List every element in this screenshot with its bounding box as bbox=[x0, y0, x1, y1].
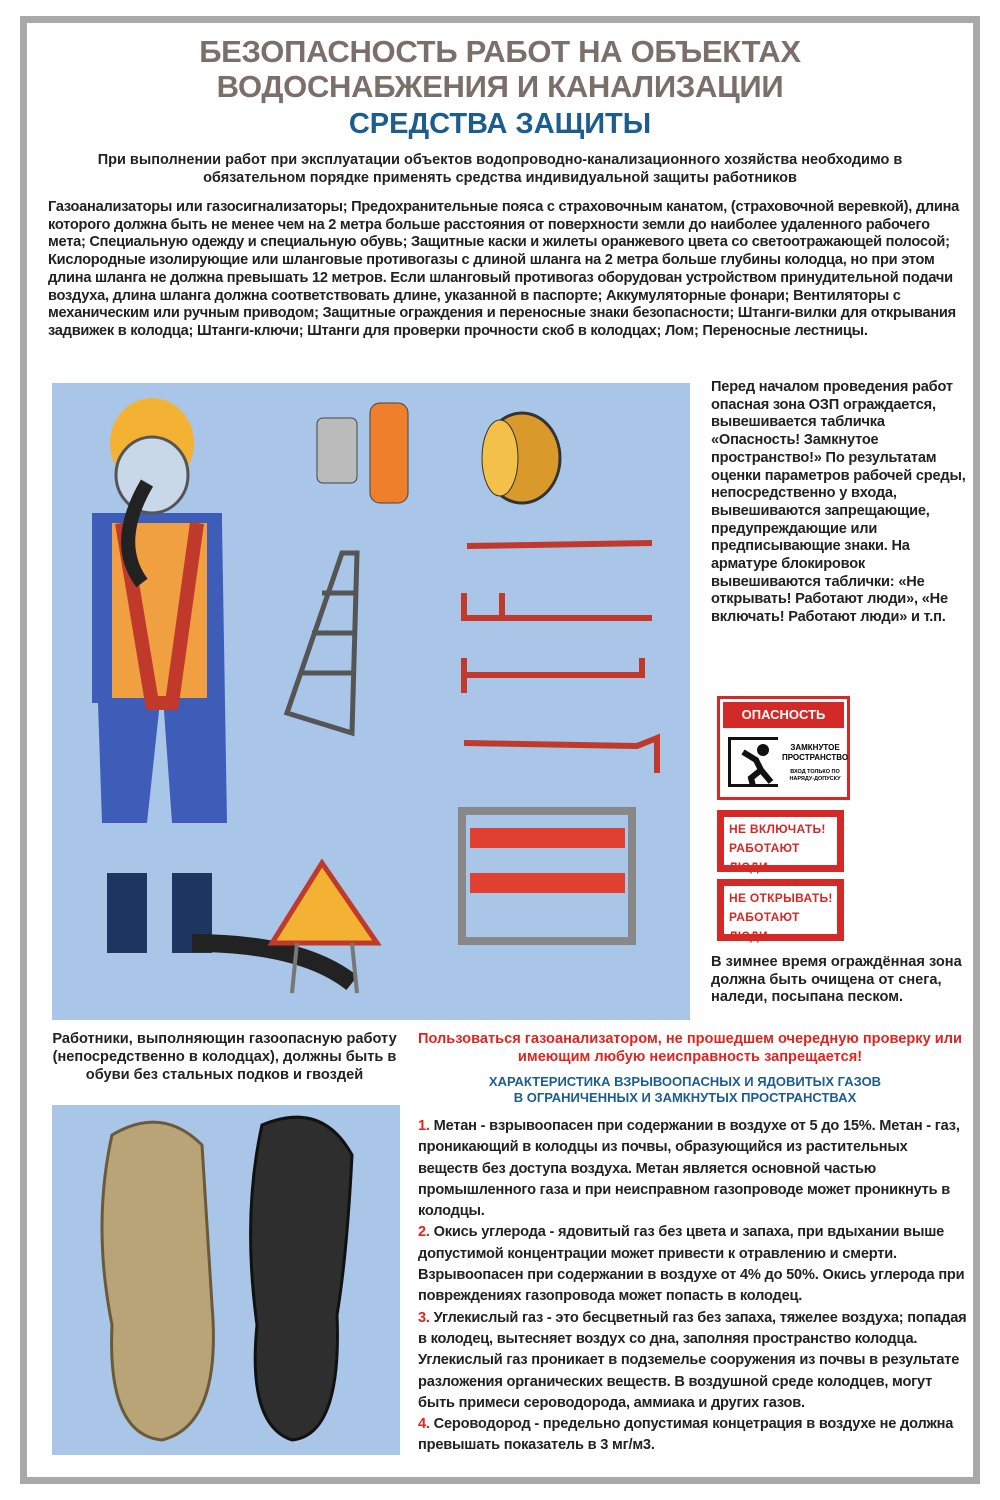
barrier-icon bbox=[462, 811, 632, 941]
gas-analyzer-icon bbox=[317, 403, 408, 503]
gas-item: 2. Окись углерода - ядовитый газ без цвета и запаха, при вдыхании выше допустимой концентрации может привести к отравлению и смерти. Взрывоопасен при содержании в воздухе от 4% до 50%. Окись углерода при повреждениях газопровода может попасть в колодец. bbox=[418, 1224, 965, 1305]
tan-sole-icon bbox=[102, 1122, 213, 1440]
title-line-2: ВОДОСНАБЖЕНИЯ И КАНАЛИЗАЦИИ bbox=[216, 69, 784, 104]
gas-item: 1. Метан - взрывоопасен при содержании в воздухе от 5 до 15%. Метан - газ, проникающий в колодцы из почвы, образующийся из растительных веществ без доступа воздуха. Метан является основной частью промышленного газа и при неисправном газопроводе может проникнуть в колодцы. bbox=[418, 1118, 960, 1220]
boot-soles-illustration bbox=[52, 1105, 400, 1455]
gas-item: 3. Углекислый газ - это бесцветный газ без запаха, тяжелее воздуха; попадая в колодец, вытесняет воздух со дна, заполняя пространство колодца. Углекислый газ проникает в подземелье сооружения из почвы в результате разложения органических веществ. В воздушной среде колодцев, могут быть примеси сероводорода, аммиака и других газов. bbox=[418, 1309, 967, 1411]
gas-item: 4. Сероводород - предельно допустимая концетрация в воздухе не должна превышать показатель в 3 мг/м3. bbox=[418, 1416, 954, 1454]
winter-text: В зимнее время ограждённая зона должна быть очищена от снега, наледи, посыпана песком. bbox=[711, 954, 962, 1006]
no-open-sign bbox=[717, 879, 844, 941]
rods-icon bbox=[464, 543, 657, 773]
subtitle: СРЕДСТВА ЗАЩИТЫ bbox=[348, 108, 652, 140]
danger-zone-text: Перед началом проведения работ опасная зона ОЗП ограждается, вывешивается табличка «Опасность! Замкнутое пространство!» По результатам оценки параметров рабочей среды, непосредственно у входа, вывешиваются запрещающие, предупреждающие или предписывающие знаки. На арматуре блокировок вывешиваются таблички: «Не открывать! Работают люди», «Не включать! Работают люди» и т.п. bbox=[711, 379, 966, 626]
confined-space-person-icon bbox=[728, 737, 778, 787]
ladder-icon bbox=[287, 553, 357, 733]
gas-list bbox=[418, 1116, 968, 1457]
danger-sign-small: ВХОД ТОЛЬКО ПО НАРЯДУ-ДОПУСКУ bbox=[789, 769, 841, 782]
no-switch-sign bbox=[717, 810, 844, 872]
gas-heading-line-2: В ОГРАНИЧЕННЫХ И ЗАМКНУТЫХ ПРОСТРАНСТВАХ bbox=[513, 1090, 857, 1105]
black-sole-icon bbox=[251, 1117, 352, 1440]
intro-text: При выполнении работ при эксплуатации объектов водопроводно-канализационного хозяйства необходимо в обязательном порядке применять средства индивидуальной защиты работников bbox=[97, 152, 903, 186]
gas-heading-line-1: ХАРАКТЕРИСТИКА ВЗРЫВООПАСНЫХ И ЯДОВИТЫХ ГАЗОВ bbox=[488, 1074, 882, 1089]
no-switch-line-1: НЕ ВКЛЮЧАТЬ! bbox=[729, 822, 826, 836]
danger-sign-header: ОПАСНОСТЬ bbox=[723, 702, 844, 728]
equipment-illustration bbox=[52, 383, 690, 1020]
no-open-line-2: РАБОТАЮТ ЛЮДИ bbox=[729, 910, 800, 943]
gas-analyzer-warning: Пользоваться газоанализатором, не прошедшем очередную проверку или имеющим любую неисправность запрещается! bbox=[418, 1031, 962, 1065]
no-open-line-1: НЕ ОТКРЫВАТЬ! bbox=[729, 891, 833, 905]
danger-sign-main: ЗАМКНУТОЕ ПРОСТРАНСТВО bbox=[781, 743, 849, 762]
equipment-illustration-svg bbox=[52, 383, 690, 1020]
title-line-1: БЕЗОПАСНОСТЬ РАБОТ НА ОБЪЕКТАХ bbox=[199, 34, 801, 69]
danger-sign bbox=[717, 696, 850, 800]
flashlight-icon bbox=[482, 413, 560, 503]
workers-footwear-text: Работники, выполняющин газоопасную работу (непосредственно в колодцах), должны быть в обуви без стальных подков и гвоздей bbox=[52, 1031, 397, 1083]
equipment-list: Газоанализаторы или газосигнализаторы; Предохранительные пояса с страховочным канатом, (страховочной веревкой), длина которого должна быть не менее чем на 2 метра больше расстояния от поверхности земли до наиболее удаленного рабочего мета; Специальную одежду и специальную обувь; Защитные каски и жилеты оранжевого цвета со светоотражающей полосой; Кислородные изолирующие или шланговые противогазы с длиной шланга на 2 метра больше глубины колодца, но при этом длина шланга не должна превышать 12 метров. Если шланговый противогаз оборудован устройством принудительной подачи воздуха, длина шланга должна соответствовать длине, указанной в паспорте; Аккумуляторные фонари; Вентиляторы с механическим или ручным приводом; Защитные ограждения и переносные знаки безопасности; Штанги-вилки для открывания задвижек в колодца; Штанги-ключи; Штанги для проверки прочности скоб в колодцах; Лом; Переносные лестницы. bbox=[48, 199, 960, 339]
gas-heading bbox=[410, 1074, 960, 1106]
no-switch-line-2: РАБОТАЮТ ЛЮДИ bbox=[729, 841, 800, 874]
